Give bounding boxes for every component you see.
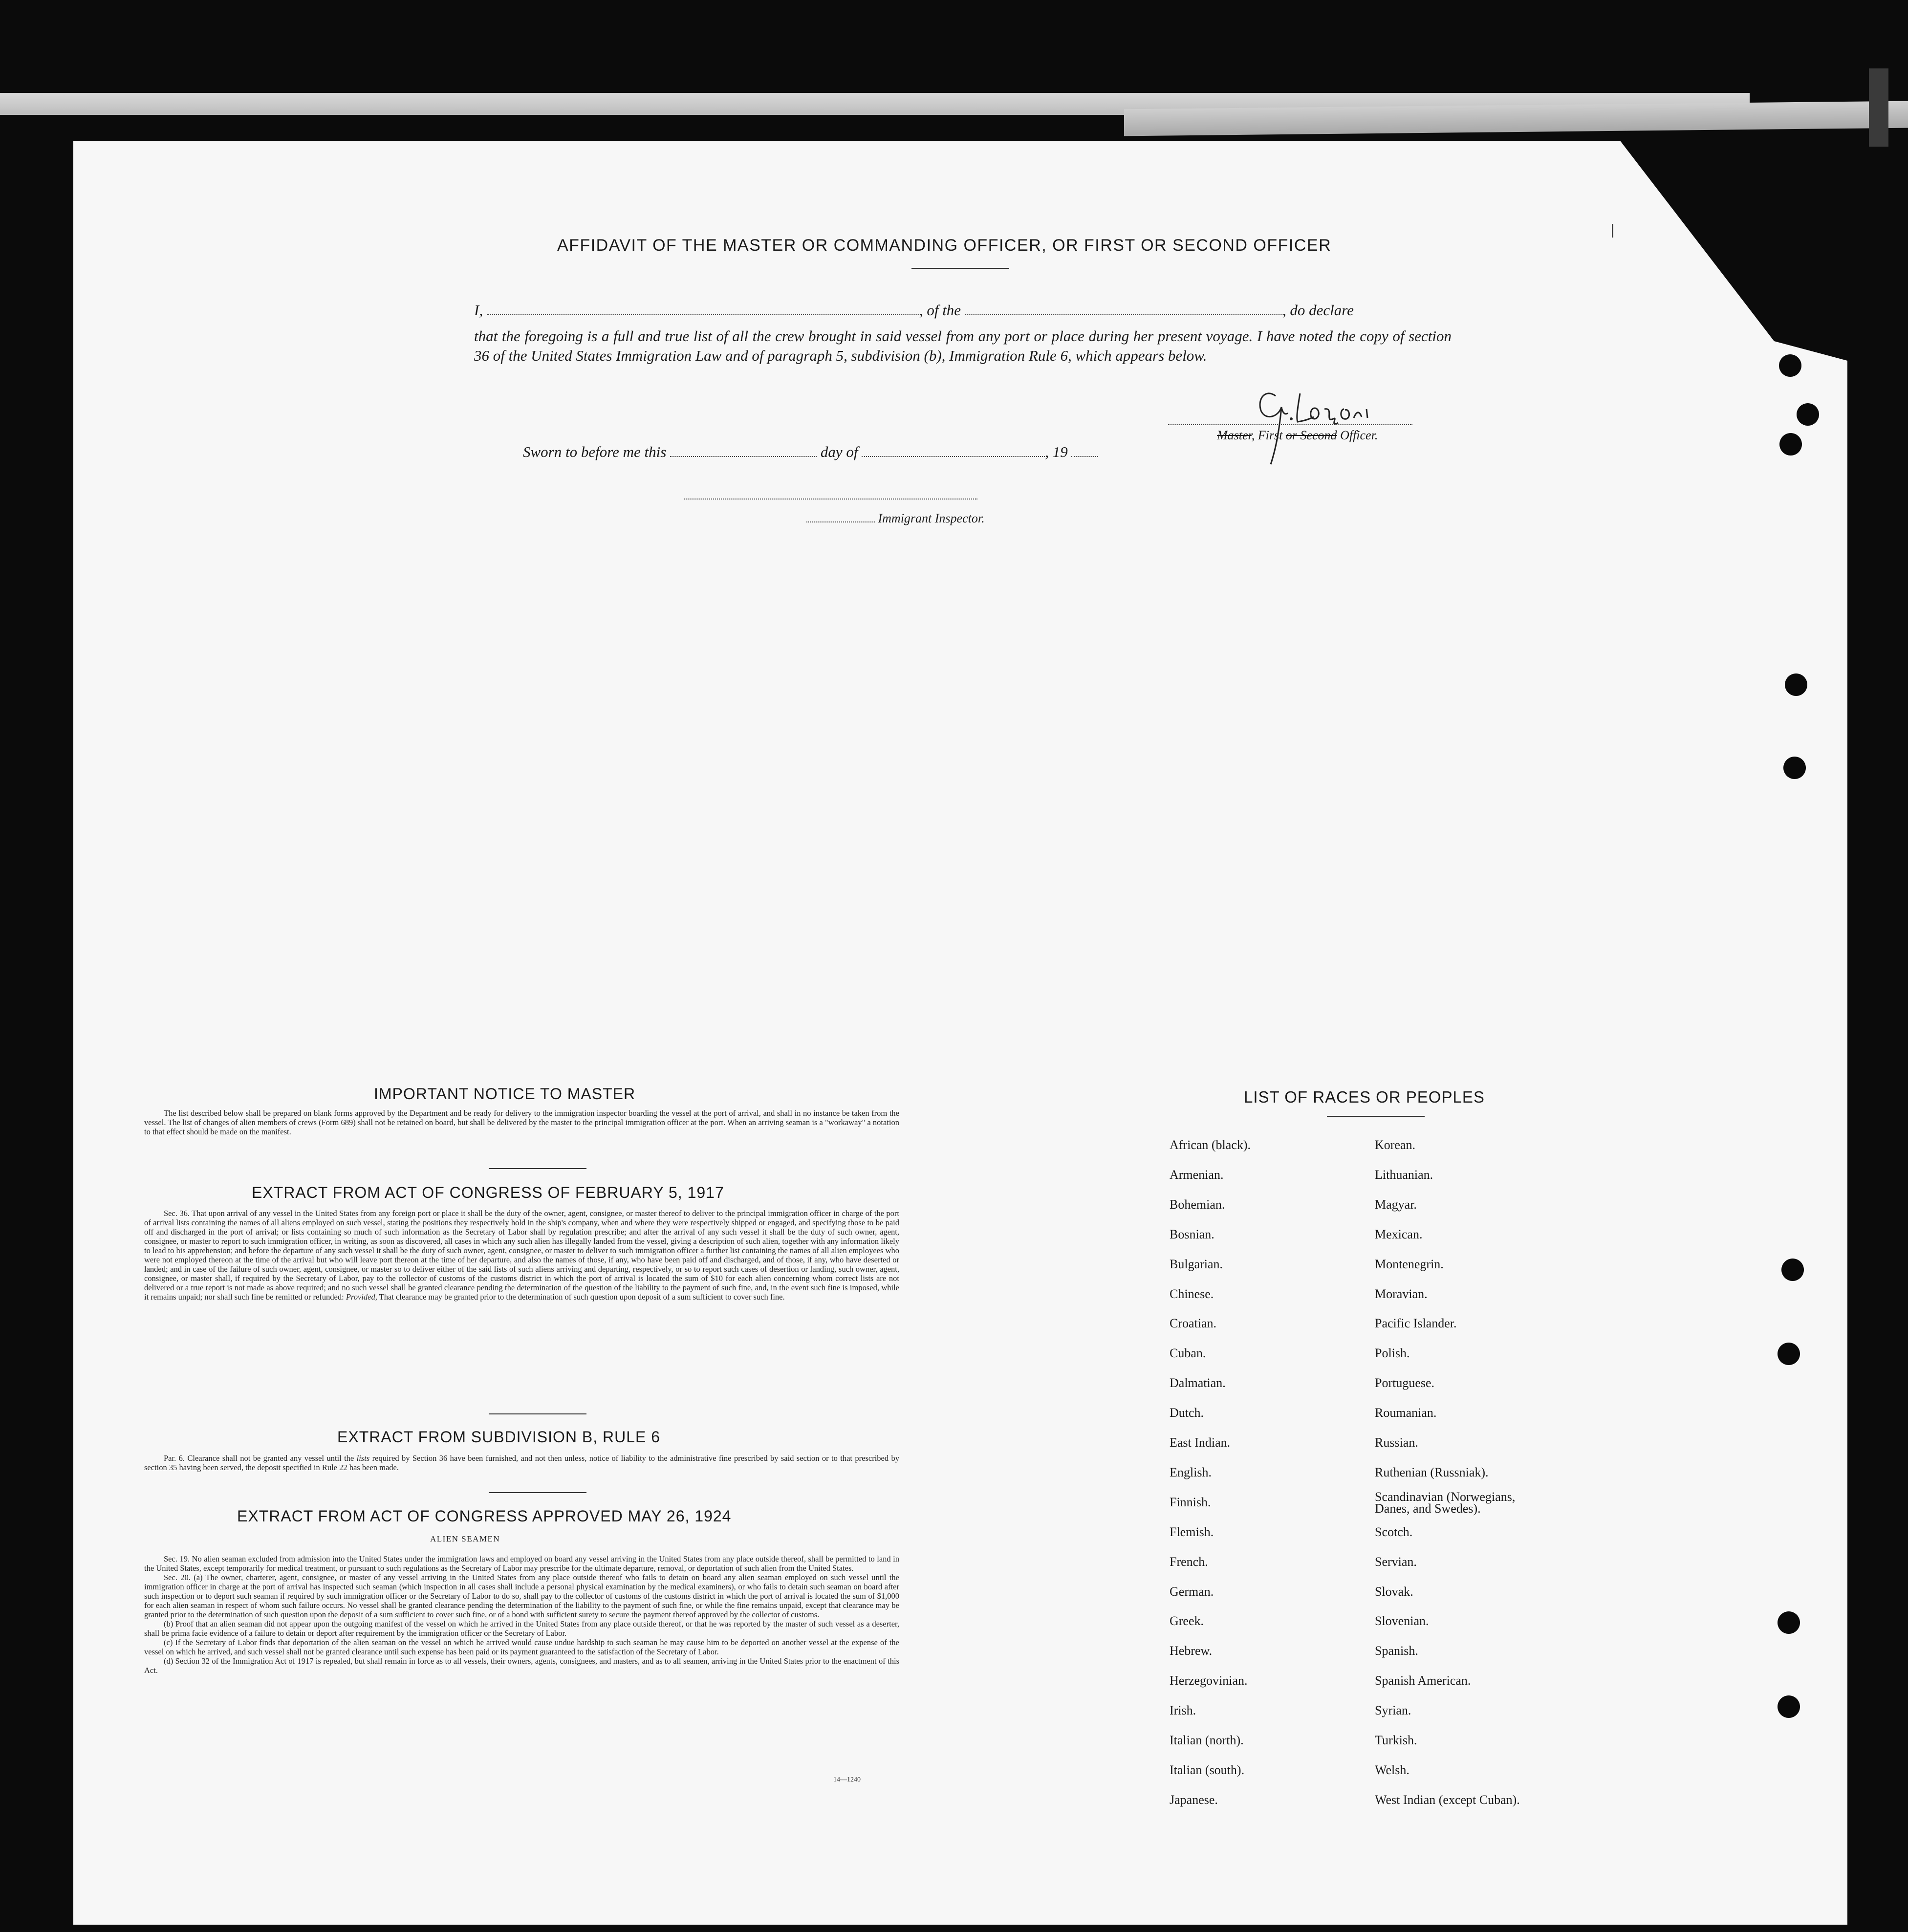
officer-title	[1217, 428, 1378, 443]
form-number: 14—1240	[833, 1776, 861, 1783]
year-blank	[1071, 456, 1098, 457]
race-item: Irish.	[1170, 1703, 1196, 1717]
race-item: English.	[1170, 1465, 1212, 1479]
race-item: Bulgarian.	[1170, 1257, 1223, 1271]
race-item: Slovenian.	[1375, 1614, 1429, 1628]
rule6-text-a: Par. 6. Clearance shall not be granted any vessel until the	[164, 1454, 354, 1463]
race-item: Flemish.	[1170, 1525, 1214, 1539]
race-item: Armenian.	[1170, 1168, 1224, 1182]
sec20a-text: Sec. 20. (a) The owner, charterer, agent, consignee, or master of any vessel arriving in the United States from any place outside thereof who fails to detain on board any alien seaman employed on such vessel until the immigration officer in charge at the port of arrival has inspected such seaman (which inspection in all cases shall include a personal physical examination by the medical examiners), or who fails to detain such seaman on board after such inspection or to deport such seaman if required by such immigration officer or the Secretary of Labor to do so, shall pay to the collector of customs of the customs district in which the port of arrival is located the sum of $1,000 for each alien seaman in respect of whom such failure occurs. No vessel shall be granted clearance pending the determination of the liability to the payment of such fine, or while the fine remains unpaid, except that clearance may be granted prior to the determination of such question upon the deposit of a sum sufficient to cover such fine, or of a bond with sufficient surety to secure the payment thereof approved by the collector of customs.	[144, 1573, 899, 1619]
day-blank	[670, 456, 817, 457]
race-item: Bohemian.	[1170, 1197, 1225, 1212]
punch-hole	[1797, 403, 1819, 426]
race-item: Syrian.	[1375, 1703, 1411, 1717]
race-item: Turkish.	[1375, 1733, 1417, 1747]
race-item: Greek.	[1170, 1614, 1204, 1628]
sworn-label: Sworn to before me this	[523, 443, 667, 460]
edge-mark	[1869, 68, 1888, 147]
notice-text: The list described below shall be prepared on blank forms approved by the Department and be ready for delivery to the immigration inspector boarding the vessel at the port of arrival, and shall in no instance be taken from the vessel. The list of changes of alien members of crews (Form 689) shall not be retained on board, but shall be delivered by the master to the principal immigration officer at the port. When an arriving seaman is a "workaway" a notation to that effect should be made on the manifest.	[144, 1108, 899, 1136]
race-item: French.	[1170, 1555, 1208, 1569]
punch-hole	[1779, 354, 1801, 377]
race-item: Croatian.	[1170, 1316, 1217, 1330]
extract-1917-text	[144, 1209, 899, 1302]
provided-word: Provided,	[346, 1292, 377, 1302]
handwritten-signature	[1251, 379, 1398, 477]
race-item: Lithuanian.	[1375, 1168, 1433, 1182]
race-item: Servian.	[1375, 1555, 1417, 1569]
extract-1924-text	[144, 1554, 899, 1675]
do-declare-label: , do declare	[1282, 302, 1354, 319]
race-item: Polish.	[1375, 1346, 1410, 1360]
sec36-label: Sec. 36.	[164, 1209, 190, 1218]
sec20c-text: (c) If the Secretary of Labor finds that deportation of the alien seaman on the vessel on which he arrived would cause undue hardship to such seaman he may cause him to be deported on another vessel at the expense of the vessel on which he arrived, and such vessel shall not be granted clearance until such expense has been paid or its payment guaranteed to the satisfaction of the Secretary of Labor.	[144, 1638, 899, 1656]
affidavit-title: AFFIDAVIT OF THE MASTER OR COMMANDING OFFICER, OR FIRST OR SECOND OFFICER	[557, 236, 1332, 255]
race-item: West Indian (except Cuban).	[1375, 1793, 1520, 1807]
extract-rule6-text	[144, 1454, 899, 1472]
rule6-text-b: required by Section 36 have been furnished, and not then unless, notice of liability to the administrative fine prescribed by said section or to that prescribed by section 35 having been served, the deposit specified in Rule 22 has been made.	[144, 1454, 900, 1472]
i-label: I,	[474, 302, 483, 319]
sworn-line	[523, 442, 1098, 462]
race-item: Bosnian.	[1170, 1227, 1214, 1241]
day-of-label: day of	[820, 443, 858, 460]
month-blank	[862, 456, 1045, 457]
officer-name-blank	[487, 314, 919, 315]
races-title-rule	[1327, 1116, 1425, 1117]
race-item: Italian (north).	[1170, 1733, 1244, 1747]
race-item: Montenegrin.	[1375, 1257, 1444, 1271]
extract-rule6-title: EXTRACT FROM SUBDIVISION B, RULE 6	[337, 1428, 661, 1446]
section-rule	[489, 1413, 586, 1414]
section-rule	[489, 1168, 586, 1169]
punch-hole	[1778, 1343, 1800, 1365]
race-item: Roumanian.	[1375, 1406, 1437, 1420]
race-item: German.	[1170, 1585, 1214, 1599]
of-the-label: , of the	[919, 302, 961, 319]
extract-1917-title: EXTRACT FROM ACT OF CONGRESS OF FEBRUARY 5, 1917	[252, 1184, 724, 1201]
race-item: Moravian.	[1375, 1287, 1428, 1301]
race-item: Portuguese.	[1375, 1376, 1435, 1390]
or-second-struck: or Second	[1285, 428, 1337, 442]
first-label: , First	[1251, 428, 1283, 442]
inspector-prefix-blank	[806, 521, 875, 522]
affidavit-declaration-line	[474, 301, 1452, 320]
title-rule	[911, 268, 1009, 269]
affidavit-body: that the foregoing is a full and true list of all the crew brought in said vessel from any port or place during her present voyage. I have noted the copy of section 36 of the United States Immigration Law and of paragraph 5, subdivision (b), Immigration Rule 6, which appears below.	[474, 327, 1452, 364]
alien-seamen-subtitle: ALIEN SEAMEN	[430, 1534, 500, 1543]
master-struck: Master	[1217, 428, 1252, 442]
punch-hole	[1779, 433, 1802, 456]
section-rule	[489, 1492, 586, 1493]
sec20b-text: (b) Proof that an alien seaman did not appear upon the outgoing manifest of the vessel on which he arrived in the United States from any place outside thereof, or that he was reported by the master of such vessel as a deserter, shall be prima facie evidence of a failure to detain or deport after requirement by the immigration officer or the Secretary of Labor.	[144, 1619, 899, 1638]
race-item: East Indian.	[1170, 1435, 1231, 1450]
race-item: Korean.	[1375, 1138, 1416, 1152]
race-item: Chinese.	[1170, 1287, 1214, 1301]
lists-word: lists	[356, 1454, 370, 1463]
notice-title: IMPORTANT NOTICE TO MASTER	[374, 1085, 636, 1103]
race-item: Spanish American.	[1375, 1673, 1471, 1688]
punch-hole	[1778, 1611, 1800, 1634]
race-item: African (black).	[1170, 1138, 1251, 1152]
sec36-end: That clearance may be granted prior to the determination of such question upon deposit of a sum sufficient to cover such fine.	[379, 1292, 785, 1302]
year-label: , 19	[1045, 443, 1068, 460]
race-item: Cuban.	[1170, 1346, 1206, 1360]
race-item: Herzegovinian.	[1170, 1673, 1248, 1688]
vessel-name-blank	[965, 314, 1282, 315]
inspector-label: Immigrant Inspector.	[878, 511, 985, 525]
race-item: Dalmatian.	[1170, 1376, 1226, 1390]
punch-hole	[1778, 1695, 1800, 1718]
race-item: Russian.	[1375, 1435, 1418, 1450]
race-item: Hebrew.	[1170, 1644, 1213, 1658]
race-item: Welsh.	[1375, 1763, 1409, 1777]
sec36-body: That upon arrival of any vessel in the United States from any foreign port or place it shall be the duty of the owner, agent, consignee, or master thereof to deliver to the principal immigration officer in charge of the port of arrival lists containing the names of all aliens employed on such vessel, stating the positions they respectively hold in the ship's company, when and where they were respectively shipped or engaged, and specifying those to be paid off and discharged in the port of arrival; or lists containing so much of such information as the Secretary of Labor shall by regulation prescribe; and after the arrival of any such vessel it shall be the duty of such owner, agent, consignee, or master to report to such immigration officer, in writing, as soon as discovered, all cases in which any such alien has illegally landed from the vessel, giving a description of such alien, together with any information likely to lead to his apprehension; and before the departure of any such vessel it shall be the duty of such owner, agent, consignee, or master to deliver to such immigration officer a further list containing the names of all alien employees who were not employed thereon at the time of the arrival but who will leave port thereon at the time of her departure, and also the names of those, if any, who have been paid off and discharged, and of those, if any, who have deserted or landed; and in case of the failure of such owner, agent, consignee, or master so to deliver either of the said lists of such aliens arriving and departing, respectively, or so to report such cases of desertion or landing, such owner, agent, consignee, or master shall, if required by the Secretary of Labor, pay to the collector of customs of the customs district in which the port of arrival is located the sum of $10 for each alien concerning whom correct lists are not delivered or a true report is not made as above required; and no such vessel shall be granted clearance pending the determination of the question of the liability to the payment of such fine, and, in the event such fine is imposed, while it remains unpaid; nor shall such fine be remitted or refunded:	[144, 1209, 899, 1302]
punch-hole	[1785, 673, 1807, 696]
inspector-caption	[806, 511, 985, 526]
tick-mark	[1612, 224, 1613, 238]
race-item: Finnish.	[1170, 1495, 1211, 1509]
race-item: Dutch.	[1170, 1406, 1204, 1420]
officer-label: Officer.	[1340, 428, 1378, 442]
race-item: Magyar.	[1375, 1197, 1417, 1212]
race-item: Slovak.	[1375, 1585, 1413, 1599]
race-item: Scotch.	[1375, 1525, 1413, 1539]
race-item: Scandinavian (Norwegians, Danes, and Swedes).	[1375, 1490, 1516, 1516]
sec20d-text: (d) Section 32 of the Immigration Act of 1917 is repealed, but shall remain in force as to all vessels, their owners, agents, consignees, and masters, and as to all seamen, arriving in the United States prior to the enactment of this Act.	[144, 1656, 899, 1675]
race-item: Japanese.	[1170, 1793, 1218, 1807]
race-item: Ruthenian (Russniak).	[1375, 1465, 1489, 1479]
race-item: Pacific Islander.	[1375, 1316, 1457, 1330]
extract-1924-title: EXTRACT FROM ACT OF CONGRESS APPROVED MAY 26, 1924	[237, 1507, 732, 1525]
race-item: Italian (south).	[1170, 1763, 1245, 1777]
race-item: Mexican.	[1375, 1227, 1423, 1241]
punch-hole	[1783, 757, 1806, 779]
sec19-text: Sec. 19. No alien seaman excluded from admission into the United States under the immigration laws and employed on board any vessel arriving in the United States from any place outside thereof, shall be permitted to land in the United States, except temporarily for medical treatment, or pursuant to such regulations as the Secretary of Labor may prescribe for the ultimate departure, removal, or deportation of such alien from the United States.	[144, 1554, 899, 1573]
race-item: Spanish.	[1375, 1644, 1418, 1658]
punch-hole	[1781, 1259, 1804, 1281]
races-title: LIST OF RACES OR PEOPLES	[1244, 1088, 1485, 1106]
